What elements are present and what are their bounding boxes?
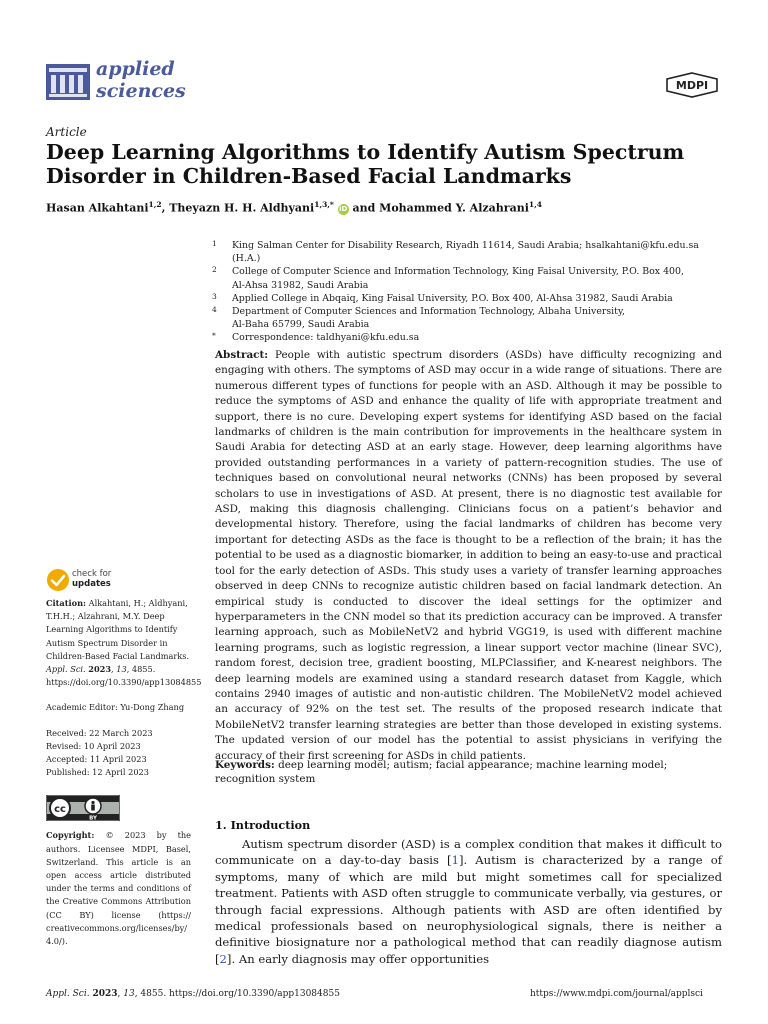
journal-name-line1: applied [96,58,175,80]
cc-icon: cc [54,804,66,816]
check-updates-icon [46,568,70,592]
journal-logo-icon [46,64,90,100]
check-updates-line1: check for [72,569,112,579]
sidebar [46,597,202,948]
keywords-label: Keywords: [215,759,275,771]
introduction-text [215,836,722,967]
keywords-text: deep learning model; autism; facial appearance; machine learning model; recognition system [215,759,668,785]
citation-volume: 13 [116,664,127,675]
affiliation-text: King Salman Center for Disability Research, Riyadh 11614, Saudi Arabia; hsalkahtani@kfu.edu.sa (H.A.) [232,240,699,265]
author-separator: , [161,201,170,215]
citation-link[interactable]: 1 [451,853,459,868]
footer-citation: Appl. Sci. 2023, 13, 4855. https://doi.org/10.3390/app13084855 [46,989,340,999]
abstract-text: People with autistic spectrum disorders (ASDs) have difficulty recognizing and engaging with others. The symptoms of ASD may occur in a wide range of situations. There are numerous different types of functions for people with an ASD. Although it may be possible to reduce the symptoms of ASD and enhance the quality of life with appropriate treatment and support, there is no cure. Developing expert systems for identifying ASD based on the facial landmarks of children is the main contribution for improvements in the healthcare system in Saudi Arabia for detecting ASD at an early stage. However, deep learning algorithms have provided outstanding performances in a variety of pattern-recognition studies. The use of techniques based on convolutional neural networks (CNNs) has been proposed by several scholars to use in investigations of ASD. At present, there is no diagnostic test available for ASD, making this diagnosis challenging. Clinicians focus on a patient’s behavior and developmental history. Therefore, using the facial landmarks of children has become very important for detecting ASDs as the face is thought to be a reflection of the brain; it has the potential to be used as a diagnostic biomarker, in addition to being an easy-to-use and practical tool for the early detection of ASDs. This study uses a variety of transfer learning approaches observed in deep CNNs to recognize autistic children based on facial landmark detection. An empirical study is conducted to discover the ideal settings for the optimizer and hyperparameters in the CNN model so that its prediction accuracy can be improved. A transfer learning approach, such as MobileNetV2 and hybrid VGG19, is used with different machine learning programs, such as logistic regression, a linear support vector machine (linear SVC), random forest, decision tree, gradient boosting, MLPClassifier, and K-nearest neighbors. The deep learning models are examined using a standard research dataset from Kaggle, which contains 2940 images of autistic and non-autistic children. The MobileNetV2 model achieved an accuracy of 92% on the test set. The results of the proposed research indicate that MobileNetV2 transfer learning strategies are better than those developed in existing systems. The updated version of our model has the potential to assist physicians in verifying the accuracy of their first screening for ASDs in child patients. [215,349,722,762]
publisher-name: MDPI [675,79,709,92]
affiliation-number: 3 [212,291,217,301]
correspondence-text[interactable]: Correspondence: taldhyani@kfu.edu.sa [232,332,420,344]
affiliation-list [212,239,712,345]
affiliation-number: 2 [212,265,217,275]
copyright-notice [46,829,191,948]
abstract-label: Abstract: [215,349,269,361]
orcid-icon[interactable]: iD [339,204,348,213]
affiliation-text: College of Computer Science and Information Technology, King Faisal University, P.O. Box 400, [232,266,684,278]
received-date: Received: 22 March 2023 [46,727,153,738]
citation-link[interactable]: 2 [219,951,227,966]
author-affiliation-marker: 1,3,* [314,200,334,209]
citation-journal: Appl. Sci. [46,664,86,675]
section-heading: 1. Introduction [215,818,311,832]
journal-name [96,58,226,102]
journal-logo [46,58,191,108]
intro-text-part: Autism spectrum disorder (ASD) is a complex condition that makes it difficult to communicate on a day-to-day basis [ [215,837,722,868]
journal-name-line2: sciences [96,80,186,102]
affiliation-item [212,239,712,265]
affiliation-item [212,265,712,278]
author-affiliation-marker: 1,4 [528,200,542,209]
affiliation-item [212,279,712,292]
copyright-label: Copyright: [46,830,95,841]
footer-volume: 13 [123,989,135,999]
intro-text-part: ]. Autism is characterized by a range of symptoms, many of which are mild but might sometimes call for specialized treatment. Patients with ASD often struggle to communicate verbally, via gestures, or through facial expressions. Although patients with ASD are often identified by medical professionals based on neurophysiological signals, there is neither a definitive biosignature nor a pathological method that can readily diagnose autism [ [215,853,722,966]
author-name[interactable]: Hasan Alkahtani [46,201,149,215]
publisher-logo [665,72,719,98]
affiliation-text: Department of Computer Sciences and Information Technology, Albaha University, [232,306,625,318]
citation: Citation: Alkahtani, H.; Aldhyani, T.H.H.; Alzahrani, M.Y. Deep Learning Algorithms to Identify Autism Spectrum Disorder in Children-Based Facial Landmarks. Appl. Sci. 2023, 13, 4855. https://doi.org/10.3390/app13084855 [46,598,202,688]
affiliation-item [212,331,712,344]
citation-year: 2023 [88,664,112,675]
check-updates-label [72,569,111,589]
affiliation-item [212,305,712,318]
affiliation-number: * [212,331,216,341]
cc-by-license-badge[interactable] [46,795,120,821]
mdpi-logo-icon [665,72,719,98]
abstract [215,348,722,764]
author-list [46,200,736,215]
academic-editor: Academic Editor: Yu-Dong Zhang [46,702,185,713]
affiliation-text: Applied College in Abqaiq, King Faisal University, P.O. Box 400, Al-Ahsa 31982, Saudi Arabia [232,292,673,304]
intro-text-part: ]. An early diagnosis may offer opportunities [226,951,490,966]
copyright-text: © 2023 by the authors. Licensee MDPI, Basel, Switzerland. This article is an open access article distributed under the terms and conditions of the Creative Commons Attribution (CC BY) license (https:// creativecommons.org/licenses/by/ 4.0/). [46,830,192,947]
affiliation-text: Al-Baha 65799, Saudi Arabia [232,319,370,331]
author-separator: and [348,201,380,215]
affiliation-item [212,318,712,331]
article-title: Deep Learning Algorithms to Identify Autism Spectrum Disorder in Children-Based Facial Landmarks [46,140,685,188]
published-date: Published: 12 April 2023 [46,767,149,778]
author-name[interactable]: Theyazn H. H. Aldhyani [169,201,315,215]
affiliation-number [212,318,232,331]
affiliation-number: 4 [212,305,217,315]
citation-label: Citation: [46,598,87,608]
keywords [215,758,722,786]
affiliation-item [212,292,712,305]
author-affiliation-marker: 1,2 [148,200,162,209]
citation-doi[interactable]: , 4855. https://doi.org/10.3390/app13084855 [46,664,202,688]
footer-journal-url[interactable]: https://www.mdpi.com/journal/applsci [530,989,703,999]
affiliation-number [212,279,232,292]
revised-date: Revised: 10 April 2023 [46,740,141,751]
affiliation-number: 1 [212,239,217,248]
footer-doi[interactable]: , 4855. https://doi.org/10.3390/app13084855 [134,989,340,999]
check-updates-line2: updates [72,579,111,589]
affiliation-text: Al-Ahsa 31982, Saudi Arabia [232,279,369,291]
by-label: BY [89,815,97,822]
footer-year: 2023 [92,989,118,999]
footer-journal: Appl. Sci. [46,989,90,999]
citation-text: Alkahtani, H.; Aldhyani, T.H.H.; Alzahrani, M.Y. Deep Learning Algorithms to Identify Autism Spectrum Disorder in Children-Based Facial Landmarks. [46,598,190,661]
accepted-date: Accepted: 11 April 2023 [46,754,147,765]
author-name[interactable]: Mohammed Y. Alzahrani [379,201,529,215]
check-for-updates-badge[interactable] [46,566,136,596]
article-type: Article [46,125,87,139]
